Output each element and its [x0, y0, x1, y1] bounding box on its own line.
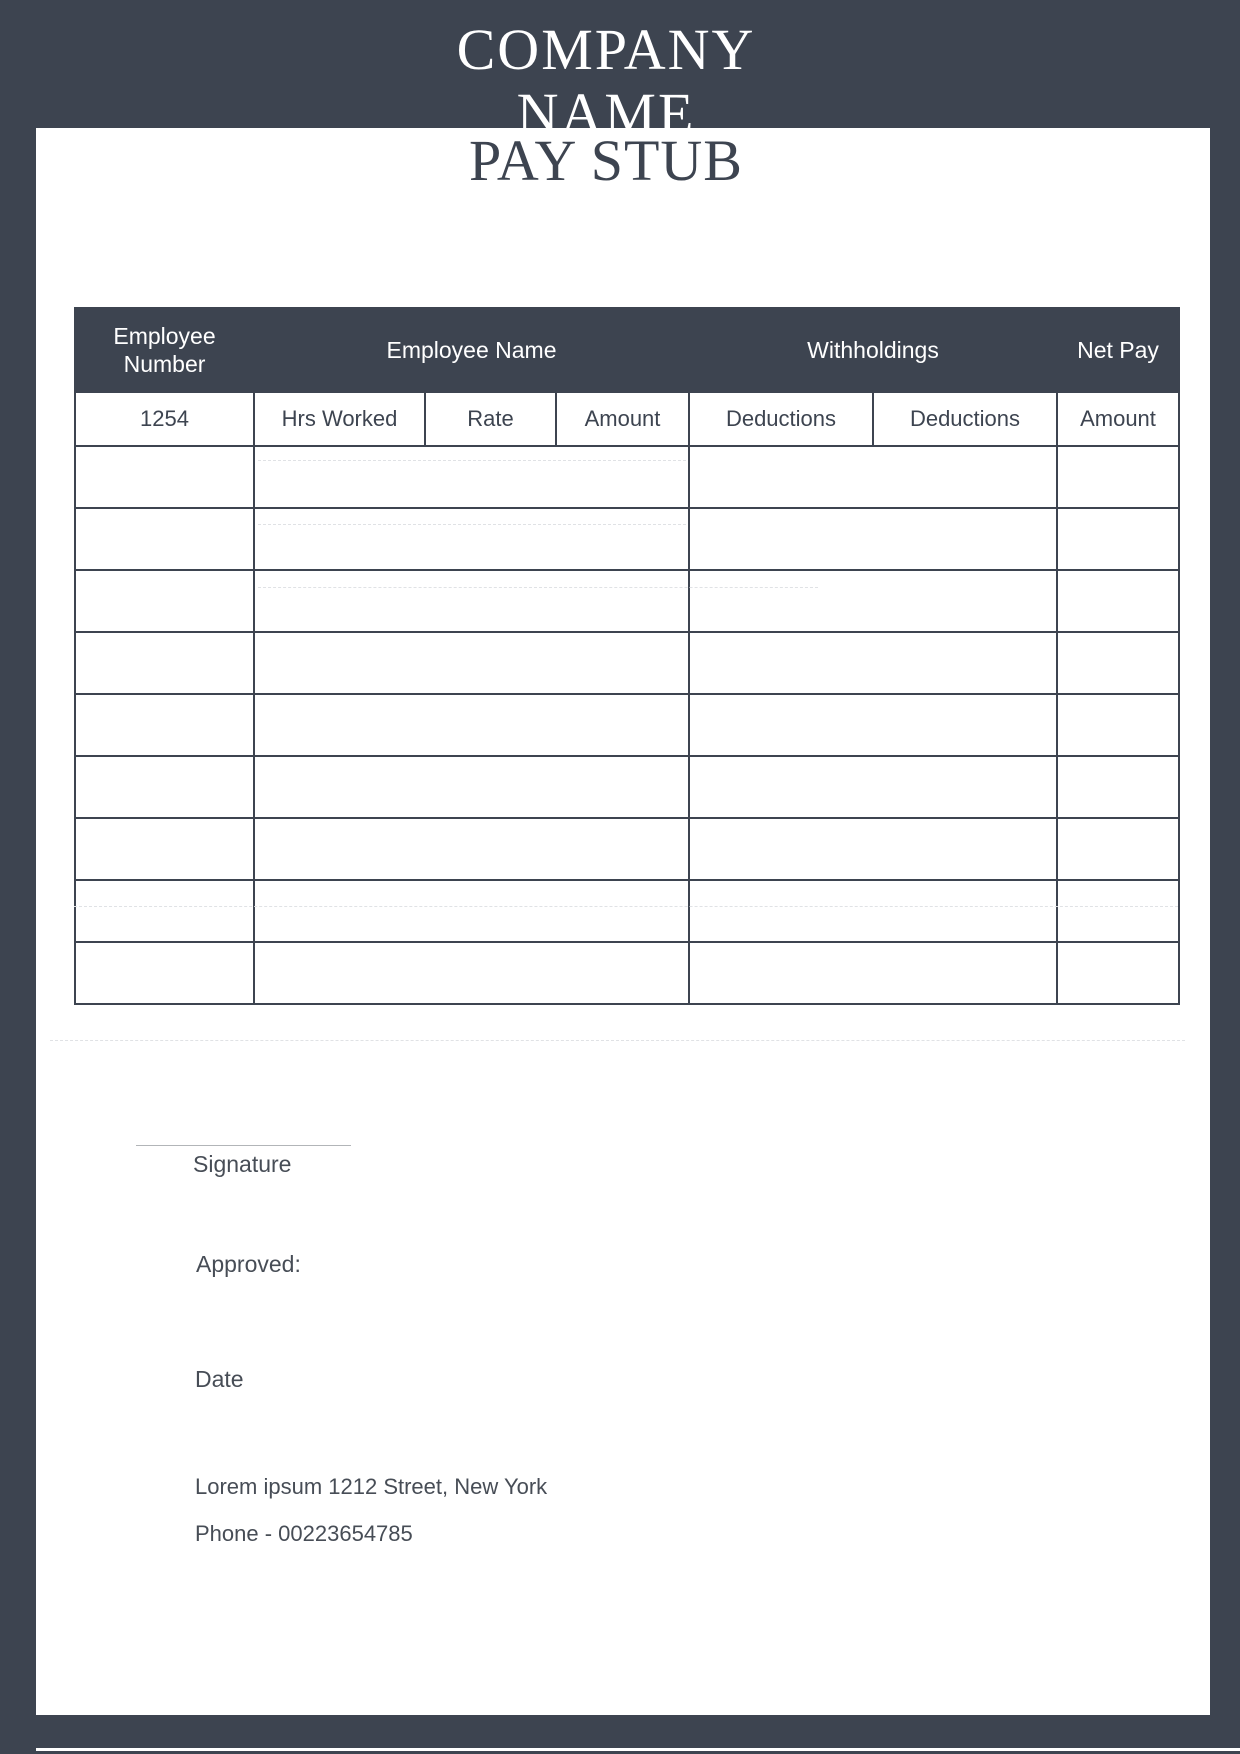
faint-ruling-artifact: [50, 1040, 1185, 1041]
empty-data-row: [75, 818, 1179, 880]
empty-cell: [1057, 942, 1179, 1004]
empty-data-row: [75, 756, 1179, 818]
company-address: Lorem ipsum 1212 Street, New York: [195, 1474, 548, 1499]
empty-data-row: [75, 942, 1179, 1004]
empty-cell: [75, 818, 254, 880]
empty-cell: [254, 756, 689, 818]
empty-cell: [1057, 694, 1179, 756]
empty-cell: [75, 632, 254, 694]
empty-data-row: [75, 508, 1179, 570]
col-header-employee-number: Employee Number: [75, 308, 254, 392]
empty-cell: [689, 694, 1057, 756]
date-label: Date: [195, 1366, 244, 1392]
subcol-rate: Rate: [425, 392, 556, 446]
subcol-amount: Amount: [556, 392, 689, 446]
company-header: [0, 0, 1212, 146]
faint-ruling-artifact: [258, 460, 686, 461]
empty-data-row: [75, 880, 1179, 942]
company-name-line1: COMPANY: [456, 17, 756, 82]
empty-cell: [1057, 756, 1179, 818]
document-title: PAY STUB: [469, 128, 743, 193]
empty-data-row: [75, 446, 1179, 508]
company-name-line2-clipped: NAME: [516, 81, 696, 146]
pay-table-body: [75, 446, 1179, 1004]
empty-cell: [75, 694, 254, 756]
signature-line: [136, 1145, 351, 1146]
table-subheader-row: [75, 392, 1179, 446]
empty-cell: [1057, 818, 1179, 880]
col-header-net-pay: Net Pay: [1057, 308, 1179, 392]
col-header-employee-name: Employee Name: [254, 308, 689, 392]
bottom-page-edge-line: [36, 1748, 1240, 1751]
empty-cell: [254, 446, 689, 508]
empty-cell: [689, 446, 1057, 508]
empty-cell: [75, 942, 254, 1004]
empty-cell: [254, 942, 689, 1004]
empty-cell: [689, 880, 1057, 942]
faint-ruling-artifact: [74, 906, 1178, 907]
signature-label: Signature: [193, 1151, 292, 1177]
empty-cell: [689, 818, 1057, 880]
pay-stub-table: [74, 307, 1180, 1005]
col-header-withholdings: Withholdings: [689, 308, 1057, 392]
subcol-deductions-1: Deductions: [689, 392, 873, 446]
empty-cell: [75, 508, 254, 570]
empty-cell: [689, 570, 1057, 632]
empty-cell: [254, 880, 689, 942]
empty-cell: [254, 818, 689, 880]
empty-cell: [689, 632, 1057, 694]
empty-cell: [689, 756, 1057, 818]
empty-cell: [254, 694, 689, 756]
empty-cell: [1057, 570, 1179, 632]
empty-cell: [254, 570, 689, 632]
table-group-header-row: [75, 308, 1179, 392]
empty-cell: [1057, 446, 1179, 508]
employee-number-value: 1254: [75, 392, 254, 446]
empty-cell: [75, 570, 254, 632]
empty-cell: [689, 942, 1057, 1004]
company-phone: Phone - 00223654785: [195, 1521, 413, 1546]
subcol-hrs-worked: Hrs Worked: [254, 392, 425, 446]
empty-cell: [254, 508, 689, 570]
empty-cell: [689, 508, 1057, 570]
empty-data-row: [75, 694, 1179, 756]
subcol-deductions-2: Deductions: [873, 392, 1057, 446]
empty-cell: [1057, 508, 1179, 570]
subcol-net-amount: Amount: [1057, 392, 1179, 446]
empty-data-row: [75, 570, 1179, 632]
empty-cell: [75, 880, 254, 942]
empty-cell: [254, 632, 689, 694]
faint-ruling-artifact: [258, 524, 686, 525]
empty-data-row: [75, 632, 1179, 694]
empty-cell: [1057, 632, 1179, 694]
empty-cell: [75, 756, 254, 818]
empty-cell: [1057, 880, 1179, 942]
faint-ruling-artifact: [258, 587, 818, 588]
empty-cell: [75, 446, 254, 508]
approved-label: Approved:: [196, 1251, 301, 1277]
